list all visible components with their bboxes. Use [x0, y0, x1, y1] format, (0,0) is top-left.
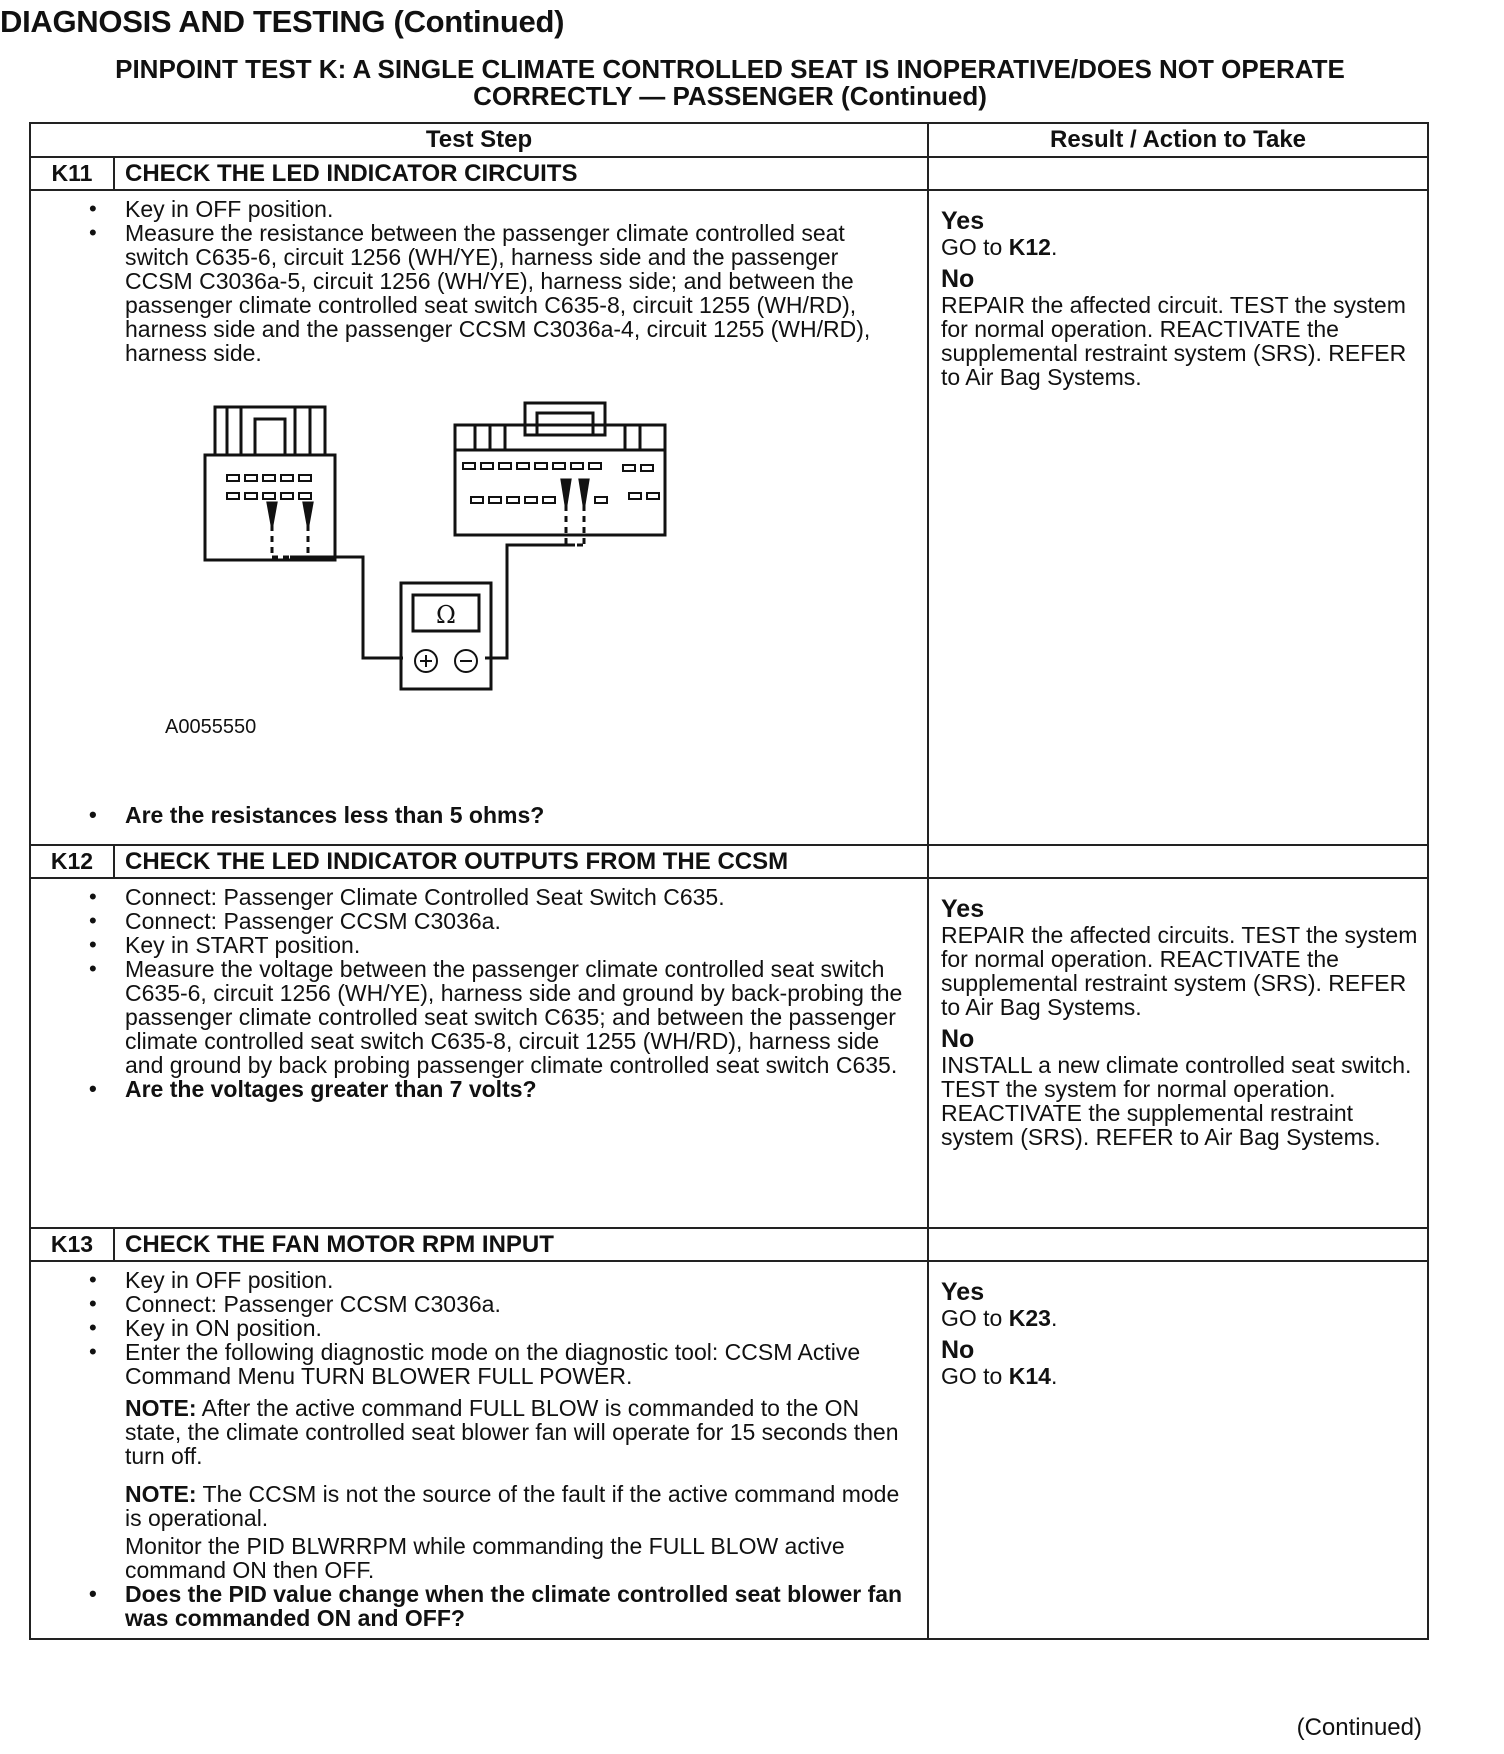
list-item: • Key in OFF position.: [125, 197, 907, 221]
yes-label: Yes: [941, 207, 985, 235]
page-title: DIAGNOSIS AND TESTING (Continued): [0, 4, 565, 39]
list-item: • Connect: Passenger CCSM C3036a.: [125, 909, 907, 933]
step-id: K11: [31, 158, 115, 189]
result-cell-k11: [928, 157, 1428, 845]
ohmmeter-icon: [401, 583, 491, 689]
step-id: K12: [31, 846, 115, 877]
connector-meter-diagram: [145, 395, 705, 715]
no-label: No: [941, 265, 975, 293]
step-row-k11: [30, 157, 1428, 845]
pinpoint-test-title-line1: PINPOINT TEST K: A SINGLE CLIMATE CONTROLLED SEAT IS INOPERATIVE/DOES NOT OPERATE: [115, 54, 1345, 84]
pinpoint-test-title-line2: CORRECTLY — PASSENGER (Continued): [473, 81, 987, 111]
step-title: CHECK THE FAN MOTOR RPM INPUT: [125, 1231, 554, 1258]
step-question: • Are the voltages greater than 7 volts?: [125, 1077, 907, 1101]
figure-id: A0055550: [165, 716, 257, 738]
note: NOTE: After the active command FULL BLOW is commanded to the ON state, the climate controlled seat blower fan will operate for 15 seconds then turn off.: [125, 1395, 899, 1469]
list-item: • Connect: Passenger Climate Controlled Seat Switch C635.: [125, 885, 907, 909]
list-item: • Enter the following diagnostic mode on the diagnostic tool: CCSM Active Command Menu TURN BLOWER FULL POWER.: [125, 1340, 907, 1388]
yes-action: GO to K23.: [941, 1305, 1058, 1331]
result-header: Result / Action to Take: [928, 123, 1428, 157]
ohm-symbol: Ω: [436, 601, 456, 629]
step-cell-k13: [30, 1228, 928, 1639]
ccsm-connector-icon: [455, 403, 665, 535]
note: NOTE: The CCSM is not the source of the fault if the active command mode is operational.: [125, 1481, 900, 1531]
step-id: K13: [31, 1229, 115, 1260]
yes-action: REPAIR the affected circuits. TEST the system for normal operation. REACTIVATE the supplemental restraint system (SRS). REFER to Air Bag Systems.: [941, 922, 1418, 1020]
step-header-k13: [31, 1229, 927, 1262]
list-item: • Key in START position.: [125, 933, 907, 957]
step-body-k11: [31, 191, 927, 835]
probe-icon: [562, 480, 588, 505]
step-body-k13: [31, 1262, 927, 1638]
yes-label: Yes: [941, 895, 985, 923]
yes-label: Yes: [941, 1278, 985, 1306]
list-item: • Key in ON position.: [125, 1316, 907, 1340]
list-item: • Connect: Passenger CCSM C3036a.: [125, 1292, 907, 1316]
step-cell-k12: [30, 845, 928, 1228]
no-action: INSTALL a new climate controlled seat switch. TEST the system for normal operation. REACTIVATE the supplemental restraint system (SRS). REFER to Air Bag Systems.: [941, 1052, 1412, 1150]
step-header-k11: [31, 158, 927, 191]
wiring-diagram: [105, 365, 907, 775]
list-item: • Measure the voltage between the passenger climate controlled seat switch C635-6, circuit 1256 (WH/YE), harness side and ground by back-probing the passenger climate controlled seat switch C635; and between the passenger climate controlled seat switch C635-8, circuit 1255 (WH/RD), harness side and ground by back probing passenger climate controlled seat switch C635.: [125, 957, 907, 1077]
list-item: • Measure the resistance between the passenger climate controlled seat switch C635-6, circuit 1256 (WH/YE), harness side and the passenger CCSM C3036a-5, circuit 1256 (WH/YE), harness side; and between the passenger climate controlled seat switch C635-8, circuit 1255 (WH/RD), harness side and the passenger CCSM C3036a-4, circuit 1255 (WH/RD), harness side.: [125, 221, 907, 365]
no-label: No: [941, 1025, 975, 1053]
no-label: No: [941, 1336, 975, 1364]
probe-icon: [268, 503, 312, 525]
step-row-k13: [30, 1228, 1428, 1639]
no-action: REPAIR the affected circuit. TEST the system for normal operation. REACTIVATE the supplemental restraint system (SRS). REFER to Air Bag Systems.: [941, 292, 1407, 390]
list-item: • Key in OFF position.: [125, 1268, 907, 1292]
continued-label: (Continued): [1296, 1714, 1422, 1741]
result-cell-k13: [928, 1228, 1428, 1639]
step-title: CHECK THE LED INDICATOR CIRCUITS: [125, 160, 578, 187]
step-question: • Are the resistances less than 5 ohms?: [125, 803, 907, 827]
step-question: • Does the PID value change when the climate controlled seat blower fan was commanded ON and OFF?: [125, 1582, 907, 1630]
pinpoint-test-title: [40, 56, 1420, 110]
step-header-k12: [31, 846, 927, 879]
yes-action: GO to K12.: [941, 234, 1058, 260]
step-title: CHECK THE LED INDICATOR OUTPUTS FROM THE CCSM: [125, 848, 789, 875]
result-cell-k12: [928, 845, 1428, 1228]
test-table: [29, 122, 1429, 1640]
step-cell-k11: [30, 157, 928, 845]
test-step-header: Test Step: [30, 123, 928, 157]
monitor-instruction: Monitor the PID BLWRRPM while commanding the FULL BLOW active command ON then OFF.: [125, 1533, 845, 1583]
no-action: GO to K14.: [941, 1363, 1058, 1389]
step-row-k12: [30, 845, 1428, 1228]
table-header-row: [30, 123, 1428, 157]
step-body-k12: [31, 879, 927, 1109]
seat-switch-connector-icon: [205, 407, 335, 560]
